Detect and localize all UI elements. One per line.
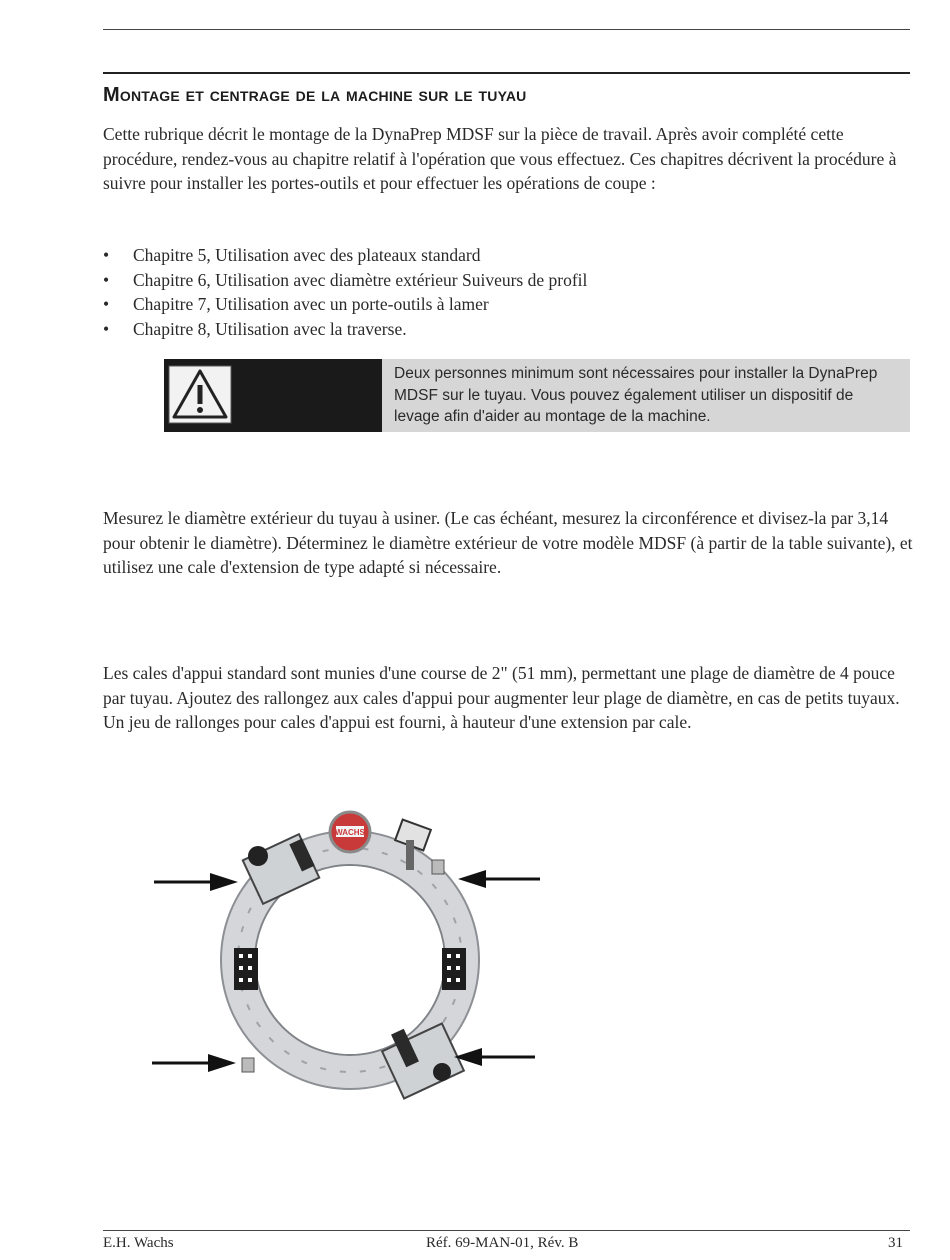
list-item [103,243,587,268]
bullet: • [103,269,110,290]
ring-foot [242,1058,254,1072]
ring-foot [432,860,444,874]
chapter-item-label: Chapitre 6, Utilisation avec diamètre extérieur Suiveurs de profil [133,269,588,290]
warning-text: Deux personnes minimum sont nécessaires pour installer la DynaPrep MDSF sur le tuyau. Vous pouvez également utiliser un dispositif de levage afin d'aider au montage de la machine. [382,359,910,432]
footer-reference: Réf. 69-MAN-01, Rév. B [426,1235,579,1251]
cales-paragraph: Les cales d'appui standard sont munies d'une course de 2" (51 mm), permettant une plage de diamètre de 4 pouce par tuyau. Ajoutez des rallongez aux cales d'appui pour augmenter leur plage de diamètre, en cas de petits tuyaux. Un jeu de rallonges pour cales d'appui est fourni, à hauteur d'une extension par cale. [103,663,900,732]
left-bearing-pad [234,948,258,990]
warning-icon-panel [164,359,382,432]
bullet: • [103,294,110,314]
machine-figure [150,810,550,1120]
chapter-item-label: Chapitre 5, Utilisation avec des plateaux standard [133,245,481,265]
list-item [103,268,587,293]
bullet: • [103,318,110,339]
section-title: Montage et centrage de la machine sur le tuyau [103,84,527,106]
list-item [103,292,587,317]
warning-triangle-icon [168,365,232,424]
footer-rule [103,1230,910,1231]
right-bearing-pad [442,948,466,990]
arrow-upper-right [458,870,540,888]
svg-text:WACHS: WACHS [335,828,365,837]
chapter-item-label: Chapitre 7, Utilisation avec un porte-outils à lamer [133,294,489,314]
bullet: • [103,245,110,265]
page-number: 31 [888,1235,903,1251]
section-rule [103,72,910,74]
arrow-lower-left [152,1054,236,1072]
footer-company: E.H. Wachs [103,1235,174,1251]
measure-paragraph: Mesurez le diamètre extérieur du tuyau à usiner. (Le cas échéant, mesurez la circonférence et divisez-la par 3,14 pour obtenir le diamètre). Déterminez le diamètre extérieur de votre modèle MDSF (à partir de la table suivante), et utilisez une cale d'extension de type adapté si nécessaire. [103,508,913,577]
chapter-item-label: Chapitre 8, Utilisation avec la traverse. [133,318,407,339]
wachs-logo [330,812,370,852]
arrow-lower-right [454,1048,535,1066]
list-item [103,317,587,342]
warning-box [164,359,910,432]
intro-paragraph: Cette rubrique décrit le montage de la DynaPrep MDSF sur la pièce de travail. Après avoir complété cette procédure, rendez-vous au chapitre relatif à l'opération que vous effectuez. Ces chapitres décrivent la procédure à suivre pour installer les portes-outils et pour effectuer les opérations de coupe : [103,124,897,193]
chapter-list [103,243,587,341]
arrow-upper-left [154,873,238,891]
header-rule [103,29,910,30]
